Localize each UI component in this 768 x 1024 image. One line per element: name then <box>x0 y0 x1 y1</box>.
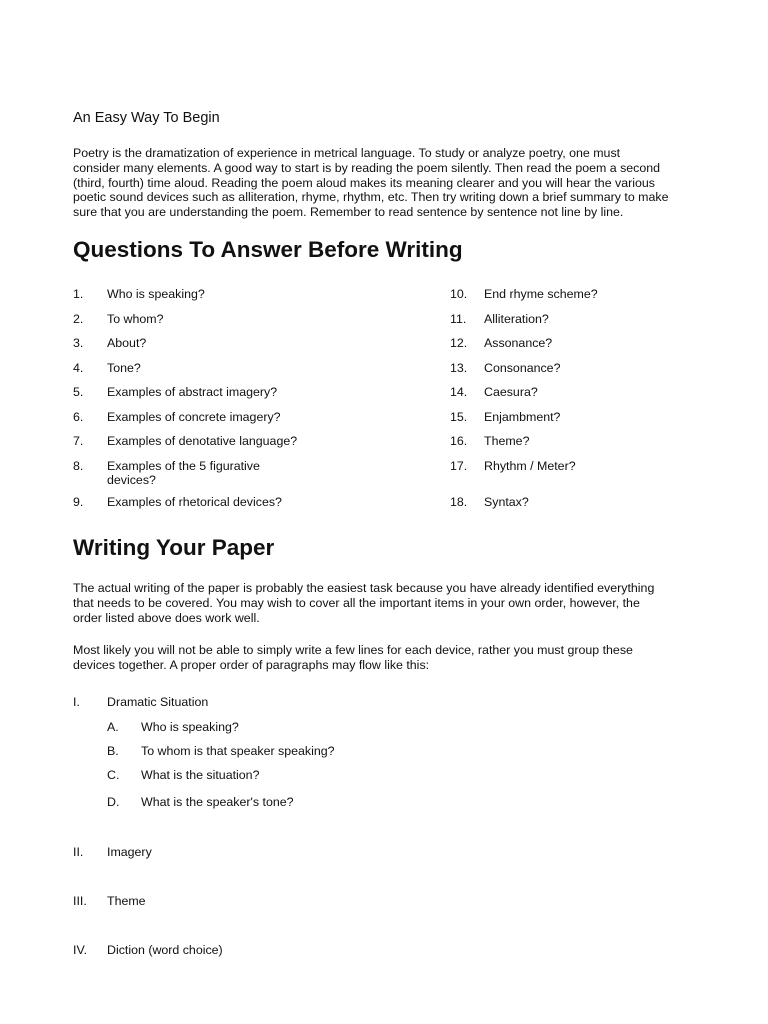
outline-letter: D. <box>107 795 120 809</box>
intro-line: consider many elements. A good way to start is by reading the poem silently. Then read the poem a second <box>73 160 661 175</box>
question-number: 1. <box>73 287 84 301</box>
question-number: 17. <box>450 458 468 473</box>
question-text: Enjambment? <box>484 409 561 424</box>
question-text: Examples of concrete imagery? <box>107 409 281 424</box>
question-number: 5. <box>73 385 84 399</box>
question-number: 7. <box>73 434 84 448</box>
question-number: 11. <box>450 311 467 326</box>
question-text: Rhythm / Meter? <box>484 458 576 473</box>
question-text: About? <box>107 336 147 350</box>
questions-right-column <box>450 287 710 517</box>
question-text: Theme? <box>484 434 530 448</box>
questions-heading: Questions To Answer Before Writing <box>73 237 463 262</box>
question-number: 12. <box>450 336 468 350</box>
question-number: 10. <box>450 287 468 301</box>
question-text: Alliteration? <box>484 311 549 326</box>
intro-line: Poetry is the dramatization of experience in metrical language. To study or analyze poetry, one must <box>73 146 621 160</box>
question-text: Examples of abstract imagery? <box>107 385 278 399</box>
outline-numeral: III. <box>73 894 87 908</box>
paragraph-line: The actual writing of the paper is probably the easiest task because you have already identified everything <box>73 581 655 595</box>
question-text: Who is speaking? <box>107 287 205 301</box>
paragraph-line: that needs to be covered. You may wish to cover all the important items in your own order, however, the <box>73 595 640 610</box>
outline-subtext: What is the situation? <box>141 768 260 782</box>
question-number: 2. <box>73 311 84 326</box>
question-text: Syntax? <box>484 495 529 509</box>
outline-subtext: What is the speaker's tone? <box>141 795 294 809</box>
question-number: 8. <box>73 458 84 473</box>
outline-letter: A. <box>107 720 119 734</box>
question-number: 14. <box>450 385 468 399</box>
outline-numeral: II. <box>73 845 84 859</box>
question-text: Examples of rhetorical devices? <box>107 495 282 509</box>
question-number: 15. <box>450 409 468 424</box>
questions-left-column <box>73 287 403 517</box>
intro-line: sure that you are understanding the poem. Remember to read sentence by sentence not line by line. <box>73 205 624 220</box>
outline-letter: C. <box>107 768 120 782</box>
section-title-easy-way: An Easy Way To Begin <box>73 110 220 126</box>
question-text: Consonance? <box>484 360 561 375</box>
paragraph-line: Most likely you will not be able to simply write a few lines for each device, rather you must group these <box>73 643 633 657</box>
question-text: To whom? <box>107 311 164 326</box>
question-text: Examples of denotative language? <box>107 434 298 448</box>
question-text: End rhyme scheme? <box>484 287 598 301</box>
outline-letter: B. <box>107 744 119 758</box>
question-number: 18. <box>450 495 468 509</box>
outline-numeral: I. <box>73 695 80 709</box>
paragraph-line: devices together. A proper order of paragraphs may flow like this: <box>73 657 430 672</box>
outline-text: Imagery <box>107 845 152 859</box>
question-number: 4. <box>73 360 84 375</box>
question-text: Caesura? <box>484 385 538 399</box>
outline-subtext: Who is speaking? <box>141 720 239 734</box>
question-number: 9. <box>73 495 84 509</box>
writing-paragraph-1 <box>73 581 703 625</box>
question-number: 13. <box>450 360 468 375</box>
writing-heading: Writing Your Paper <box>73 535 275 560</box>
outline-text: Diction (word choice) <box>107 943 223 957</box>
outline-text: Dramatic Situation <box>107 695 209 709</box>
writing-paragraph-2 <box>73 643 703 673</box>
intro-line: poetic sound devices such as alliteration, rhyme, rhythm, etc. Then try writing down a brief summary to make <box>73 190 669 205</box>
question-number: 6. <box>73 409 84 424</box>
question-text: Tone? <box>107 360 141 375</box>
outline-numeral: IV. <box>73 943 88 957</box>
outline-subtext: To whom is that speaker speaking? <box>141 744 335 758</box>
outline-text: Theme <box>107 894 146 908</box>
question-text: Assonance? <box>484 336 553 350</box>
question-text: Examples of the 5 figurative devices? <box>107 458 260 488</box>
question-number: 16. <box>450 434 468 448</box>
intro-paragraph <box>73 146 703 220</box>
intro-line: (third, fourth) time aloud. Reading the poem aloud makes its meaning clearer and you will hear the various <box>73 175 655 190</box>
question-number: 3. <box>73 336 84 350</box>
paragraph-line: order listed above does work well. <box>73 610 260 625</box>
